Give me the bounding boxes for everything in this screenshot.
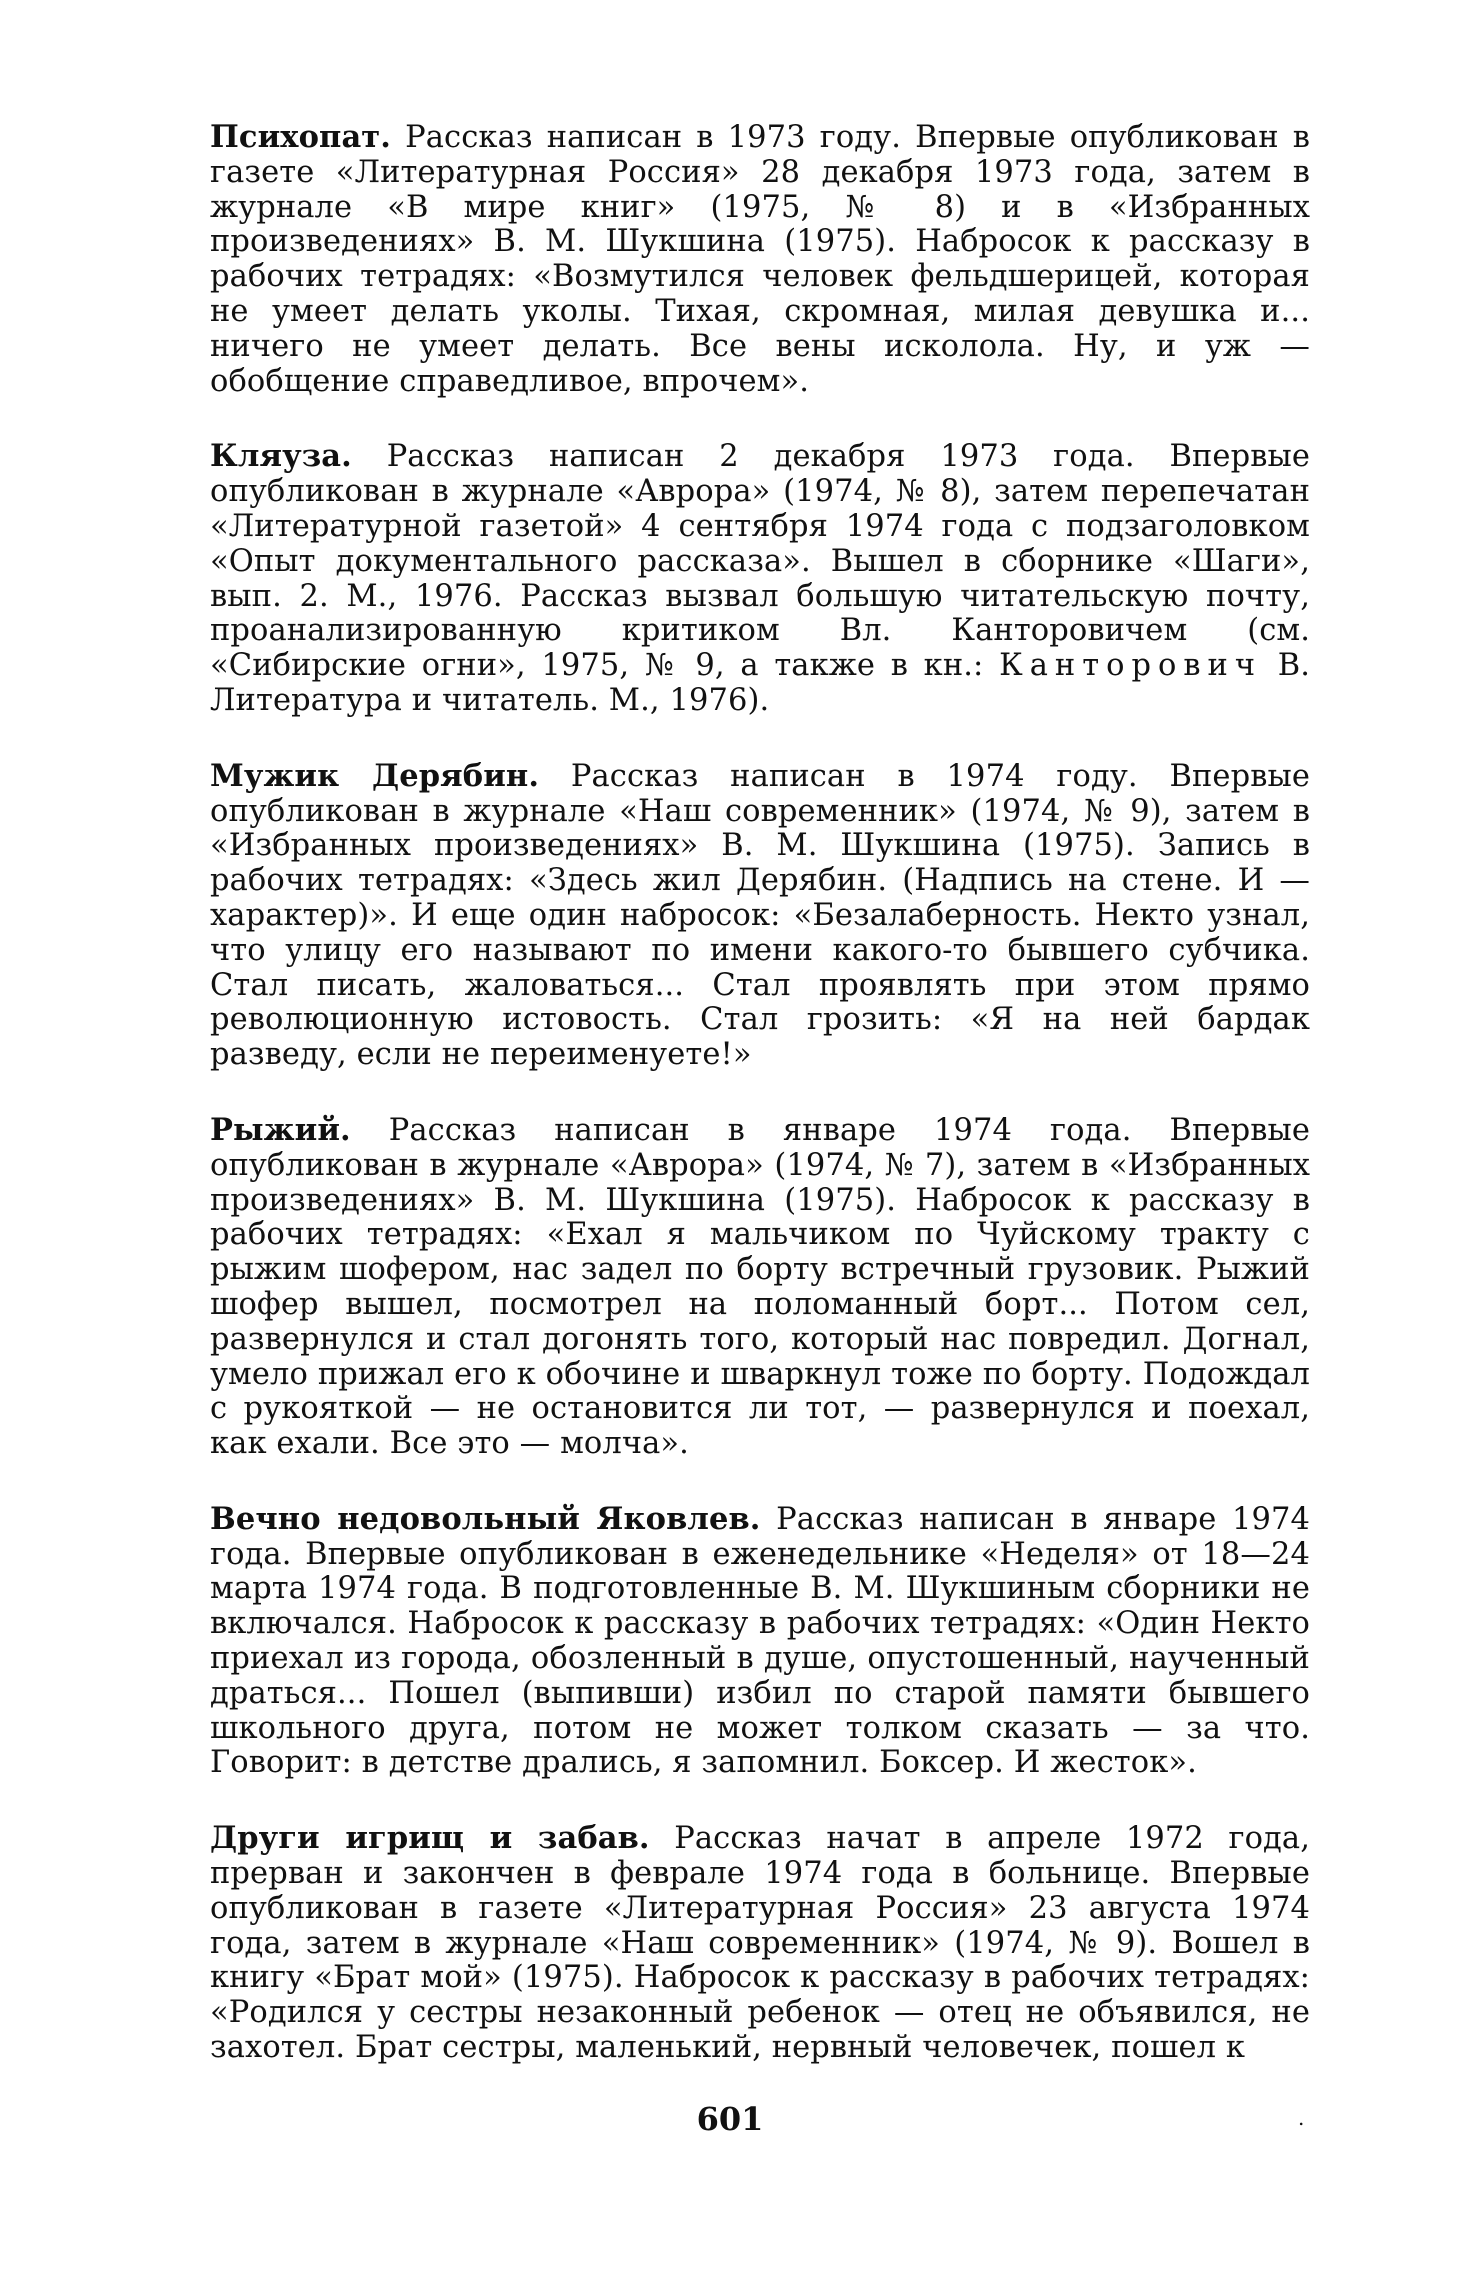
entry-paragraph [210,120,1310,399]
entry-paragraph [210,759,1310,1073]
entry-text: Рассказ начат в апреле 1972 года, прерван и закончен в феврале 1974 года в больнице. Впервые опубликован в газете «Литературная Россия» 23 августа 1974 года, затем в журнале «Наш современник» (1974, № 9). Вошел в книгу «Брат мой» (1975). Набросок к рассказу в рабочих тетрадях: «Родился у сестры незаконный ребенок — отец не объявился, не захотел. Брат сестры, маленький, нервный человечек, пошел к [210,1821,1310,2066]
entry-text: Рассказ написан в январе 1974 года. Впервые опубликован в еженедельнике «Неделя» от 18—24 марта 1974 года. В подготовленные В. М. Шукшиным сборники не включался. Набросок к рассказу в рабочих тетрадях: «Один Некто приехал из города, обозленный в душе, опустошенный, наученный драться... Пошел (выпивши) избил по старой памяти бывшего школьного друга, потом не может толком сказать — за что. Говорит: в детстве дрались, я запомнил. Боксер. И жесток». [210,1501,1311,1781]
entry-title: Психопат. [210,119,392,155]
entry-text-after: В. Литература и читатель. М., 1976). [210,648,1311,718]
entry-title: Рыжий. [210,1111,351,1148]
entry-paragraph [210,439,1310,718]
entry-title: Мужик Дерябин. [210,757,540,794]
entry-title: Вечно недовольный Яковлев. [210,1500,761,1537]
entry-ryzhiy [210,1113,1310,1462]
entry-text: Рассказ написан 2 декабря 1973 года. Впервые опубликован в журнале «Аврора» (1974, № 8), затем перепечатан «Литературной газетой» 4 сентября 1974 года с подзаголовком «Опыт документального рассказа». Вышел в сборнике «Шаги», вып. 2. М., 1976. Рассказ вызвал большую читательскую почту, проанализированную критиком Вл. Канторовичем (см. «Сибирские огни», 1975, № 9, а также в кн.: [210,439,1310,684]
entry-klyauza [210,439,1310,718]
entry-paragraph [210,1821,1310,2066]
entry-text: Рассказ написан в 1974 году. Впервые опубликован в журнале «Наш современник» (1974, № 9), затем в «Избранных произведениях» В. М. Шукшина (1975). Запись в рабочих тетрадях: «Здесь жил Дерябин. (Надпись на стене. И — характер)». И еще один набросок: «Безалаберность. Некто узнал, что улицу его называют по имени какого-то бывшего субчика. Стал писать, жаловаться... Стал проявлять при этом прямо революционную истовость. Стал грозить: «Я на ней бардак разведу, если не переименуете!» [210,758,1310,1073]
entry-title: Кляуза. [210,438,352,475]
entry-paragraph [210,1113,1310,1462]
entry-title: Други игрищ и забав. [210,1820,650,1857]
entry-drugi-igrishch [210,1821,1310,2066]
entry-muzhik-deryabin [210,759,1310,1073]
margin-mark: . [1298,2106,1305,2130]
author-name-spaced: Канторович [999,648,1263,684]
entry-paragraph [210,1502,1310,1781]
page-number: 601 [696,2100,764,2138]
entry-psikhopat [210,120,1310,399]
entry-vechno-nedovolny-yakovlev [210,1502,1310,1781]
entry-text: Рассказ написан в январе 1974 года. Впервые опубликован в журнале «Аврора» (1974, № 7), затем в «Избранных произведениях» В. М. Шукшина (1975). Набросок к рассказу в рабочих тетрадях: «Ехал я мальчиком по Чуйскому тракту с рыжим шофером, нас задел по борту встречный грузовик. Рыжий шофер вышел, посмотрел на поломанный борт... Потом сел, развернулся и стал догонять того, который нас повредил. Догнал, умело прижал его к обочине и шваркнул тоже по борту. Подождал с рукояткой — не остановится ли тот, — развернулся и поехал, как ехали. Все это — молча». [210,1112,1311,1462]
entry-text: Рассказ написан в 1973 году. Впервые опубликован в газете «Литературная Россия» 28 декабря 1973 года, затем в журнале «В мире книг» (1975, № 8) и в «Избранных произведениях» В. М. Шукшина (1975). Набросок к рассказу в рабочих тетрадях: «Возмутился человек фельдшерицей, которая не умеет делать уколы. Тихая, скромная, милая девушка и... ничего не умеет делать. Все вены исколола. Ну, и уж — обобщение справедливое, впрочем». [210,120,1310,399]
page-body [210,120,1310,2106]
